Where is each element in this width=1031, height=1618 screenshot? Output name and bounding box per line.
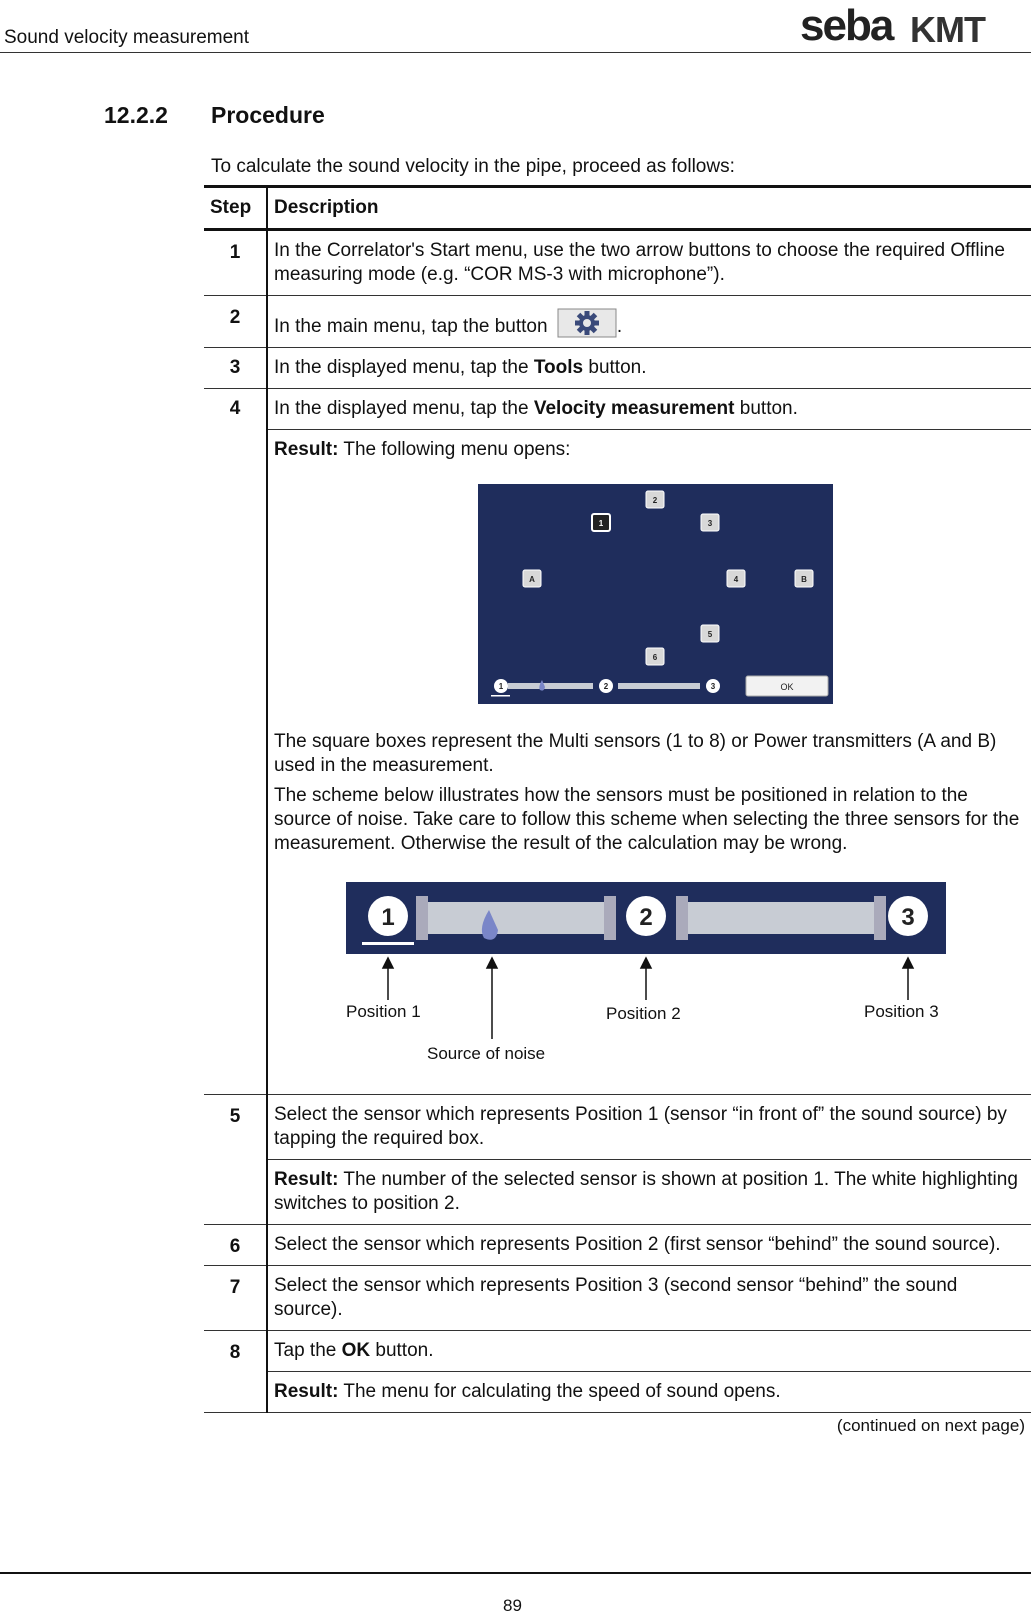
step-description	[267, 296, 1031, 348]
section-number: 12.2.2	[104, 102, 168, 128]
bar-position-label: 3	[710, 682, 716, 691]
step-bold: Velocity measurement	[533, 398, 735, 419]
step-number: 2	[204, 296, 267, 348]
step-description	[267, 389, 1031, 430]
sensor-box-label: 2	[652, 496, 658, 505]
table-row	[204, 389, 1031, 430]
step-bold: OK	[341, 1340, 371, 1361]
table-row	[204, 230, 1031, 296]
step-number: 1	[204, 230, 267, 296]
step-number: 3	[204, 348, 267, 389]
step-result	[267, 430, 1031, 1095]
table-row	[204, 348, 1031, 389]
step-description: Select the sensor which represents Position 3 (second sensor “behind” the sound source).	[267, 1266, 1031, 1331]
footer-rule	[0, 1572, 1031, 1574]
table-row	[204, 430, 1031, 1095]
col-step: Step	[204, 187, 267, 230]
velocity-menu-screenshot	[478, 484, 833, 704]
step-text-end: button.	[370, 1340, 434, 1361]
intro-text: To calculate the sound velocity in the pipe, proceed as follows:	[211, 156, 735, 177]
section-title: Procedure	[211, 102, 325, 128]
step-text: In the displayed menu, tap the	[274, 398, 534, 419]
step-number: 5	[204, 1095, 267, 1225]
svg-text:KMT: KMT	[910, 9, 985, 50]
explanation-paragraph: The square boxes represent the Multi sensors (1 to 8) or Power transmitters (A and B) used in the measurement.	[274, 731, 997, 776]
result-label: Result:	[274, 439, 339, 460]
bar-position-label: 1	[498, 682, 504, 691]
svg-text:seba: seba	[800, 2, 893, 50]
step-number: 8	[204, 1331, 267, 1413]
step-description	[267, 348, 1031, 389]
step-description: Select the sensor which represents Position 2 (first sensor “behind” the sound source).	[267, 1225, 1031, 1266]
explanation-paragraph: The scheme below illustrates how the sensors must be positioned in relation to the source of noise. Take care to follow this scheme when selecting the three sensors for the measurement. Otherwise the result of the calculation may be wrong.	[274, 785, 1020, 854]
step-text-end: .	[616, 316, 623, 337]
result-text: The menu for calculating the speed of sound opens.	[338, 1381, 781, 1402]
step-result	[267, 1160, 1031, 1225]
noise-source-label: Source of noise	[427, 1044, 546, 1063]
table-header	[204, 187, 1031, 230]
step-description: Select the sensor which represents Position 1 (sensor “in front of” the sound source) by tapping the required box.	[267, 1095, 1031, 1160]
table-row	[204, 1095, 1031, 1160]
step-description: In the Correlator's Start menu, use the two arrow buttons to choose the required Offline measuring mode (e.g. “COR MS-3 with microphone”).	[267, 230, 1031, 296]
header-rule	[0, 52, 1031, 53]
sebakmt-logo	[800, 2, 1027, 50]
step-number: 4	[204, 389, 267, 1095]
position-number: 3	[901, 904, 915, 931]
step-result	[267, 1372, 1031, 1413]
sensor-box-label: 3	[707, 519, 713, 528]
sensor-position-scheme	[346, 882, 946, 1072]
procedure-table	[204, 185, 1031, 1413]
step-text: Tap the	[274, 1340, 342, 1361]
sensor-box-label: 1	[598, 519, 604, 528]
step-text: In the main menu, tap the button	[274, 316, 548, 337]
step-number: 6	[204, 1225, 267, 1266]
page-number: 89	[503, 1596, 522, 1615]
position-3-label: Position 3	[864, 1002, 939, 1021]
table-row	[204, 1160, 1031, 1225]
screen-background	[478, 484, 833, 704]
result-text: The following menu opens:	[338, 439, 571, 460]
table-row	[204, 1266, 1031, 1331]
step-description	[267, 1331, 1031, 1372]
sensor-box-label: B	[801, 575, 807, 584]
position-number: 2	[639, 904, 653, 931]
step-text-end: button.	[583, 357, 647, 378]
bar-position-label: 2	[603, 682, 609, 691]
result-label: Result:	[274, 1381, 339, 1402]
pipe-segment	[416, 902, 616, 934]
table-row	[204, 1225, 1031, 1266]
sensor-box-label: A	[529, 575, 535, 584]
position-2-label: Position 2	[606, 1004, 681, 1023]
ok-button-label: OK	[780, 682, 794, 692]
position-number: 1	[381, 904, 395, 931]
sensor-box-label: 5	[707, 630, 713, 639]
col-description: Description	[274, 197, 379, 218]
table-row	[204, 1372, 1031, 1413]
result-text: The number of the selected sensor is shown at position 1. The white highlighting switches to position 2.	[274, 1169, 1018, 1214]
step-number: 7	[204, 1266, 267, 1331]
table-row	[204, 1331, 1031, 1372]
step-text-end: button.	[734, 398, 798, 419]
header-title: Sound velocity measurement	[4, 27, 250, 48]
table-row	[204, 296, 1031, 348]
sensor-box-label: 4	[733, 575, 739, 584]
settings-button-icon	[557, 308, 617, 338]
step-text: In the displayed menu, tap the	[274, 357, 534, 378]
continued-note: (continued on next page)	[836, 1416, 1025, 1435]
position-1-label: Position 1	[346, 1002, 421, 1021]
pipe-segment	[676, 902, 886, 934]
sensor-box-label: 6	[652, 653, 658, 662]
result-label: Result:	[274, 1169, 339, 1190]
step-bold: Tools	[533, 357, 584, 378]
